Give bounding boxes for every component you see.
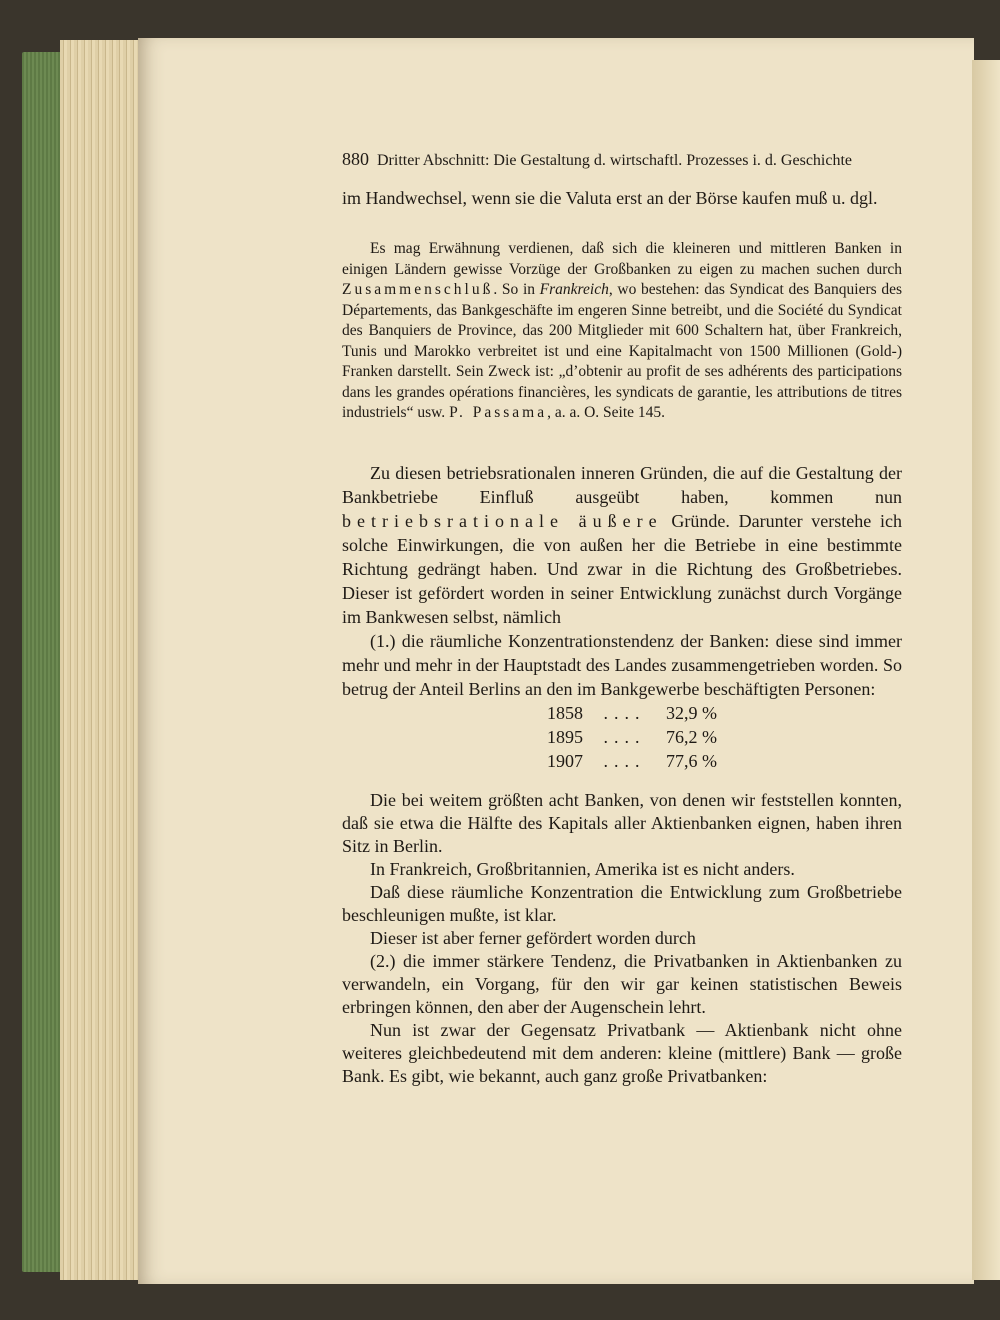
table-row <box>547 701 717 725</box>
stat-dots: .... <box>603 727 646 747</box>
paragraph-largest-banks: Die bei weitem größten acht Banken, von denen wir feststellen konnten, daß sie etwa die Hälfte des Kapitals aller Aktienbanken eignen, haben ihren Sitz in Berlin. <box>342 790 902 856</box>
note-emphasis-spaced: Zusammenschluß <box>342 281 494 298</box>
stat-year: 1895 <box>547 727 583 747</box>
paragraph-further: Dieser ist aber ferner gefördert worden durch <box>370 928 696 948</box>
note-text-b: . So in <box>493 281 540 298</box>
paragraph-consequence: Daß diese räumliche Konzentration die Entwicklung zum Großbetriebe beschleunigen mußte, ist klar. <box>342 882 902 925</box>
note-emphasis-italic: Frankreich <box>539 281 609 298</box>
book-spine-cloth <box>22 52 62 1272</box>
small-print-note <box>342 239 902 424</box>
berlin-share-table <box>547 701 717 773</box>
paragraph-other-countries: In Frankreich, Großbritannien, Amerika ist es nicht anders. <box>370 859 795 879</box>
note-paragraph <box>342 239 902 424</box>
stat-value: 77,6 % <box>666 751 717 771</box>
opening-text <box>342 186 902 210</box>
stat-year: 1858 <box>547 703 583 723</box>
running-title: Dritter Abschnitt: Die Gestaltung d. wirtschaftl. Prozesses i. d. Geschichte <box>377 152 853 169</box>
note-text-a: Es mag Erwähnung verdienen, daß sich die kleineren und mittleren Banken in einigen Ländern gewisse Vorzüge der Großbanken zu eigen zu machen suchen durch <box>342 240 902 278</box>
note-text-c: , wo bestehen: das Syndicat des Banquiers des Départements, das Bankgeschäfte im engeren Sinne betreibt, und die Société du Syndicat des Banquiers de Province, das 200 Mitglieder mit 600 Schaltern hat, über Frankreich, Tunis und Marokko verbreitet ist und eine Kapitalmacht von 1500 Millionen (Gold-) Franken darstellt. Sein Zweck ist: „d’obtenir au profit de ses adhérents des participations dans les grandes opérations financières, les syndicats de garantie, les attributions de titres industriels“ usw. <box>342 281 902 421</box>
note-text-d: , a. a. O. Seite 145. <box>547 404 666 421</box>
paragraph-continuation: im Handwechsel, wenn sie die Valuta erst an der Börse kaufen muß u. dgl. <box>342 188 878 208</box>
lower-text <box>342 789 902 1088</box>
stat-year: 1907 <box>547 751 583 771</box>
paragraph-joint-stock: (2.) die immer stärkere Tendenz, die Privatbanken in Aktienbanken zu verwandeln, ein Vorgang, für den wir gar keinen statistischen Beweis erbringen können, den aber der Augenschein lehrt. <box>342 951 902 1017</box>
paragraph-contrast: Nun ist zwar der Gegensatz Privatbank — Aktienbank nicht ohne weiteres gleichbedeutend mit dem anderen: kleine (mittlere) Bank — große Bank. Es gibt, wie bekannt, auch ganz große Privatbanken: <box>342 1020 902 1086</box>
stat-value: 76,2 % <box>666 727 717 747</box>
running-header <box>342 149 902 170</box>
facing-page-edge <box>972 60 1000 1280</box>
table-row <box>547 749 717 773</box>
para2-text-a: Zu diesen betriebsrationalen inneren Gründen, die auf die Gestaltung der Bankbetriebe Einfluß ausgeübt haben, kommen nun <box>342 463 902 507</box>
stat-dots: .... <box>603 751 646 771</box>
note-author: P. Passama <box>449 404 548 421</box>
para2-text-b: Gründe. Darunter verstehe ich solche Einwirkungen, die von außen her die Betriebe in eine bestimmte Richtung gedrängt haben. Und zwar in die Richtung des Großbetriebes. Dieser ist gefördert worden in seiner Entwicklung zunächst durch Vorgänge im Bankwesen selbst, nämlich <box>342 511 902 627</box>
paragraph-concentration: (1.) die räumliche Konzentrationstendenz der Banken: diese sind immer mehr und mehr in der Hauptstadt des Landes zusammengetrieben worden. So betrug der Anteil Berlins an den im Bankgewerbe beschäftigten Personen: <box>342 631 902 699</box>
page-number: 880 <box>342 149 369 169</box>
stat-value: 32,9 % <box>666 703 717 723</box>
stat-dots: .... <box>603 703 646 723</box>
para2-emphasis-spaced: betriebsrationale äußere <box>342 511 663 531</box>
paragraph-external-reasons <box>342 461 902 629</box>
table-row <box>547 725 717 749</box>
page-stack-edges <box>60 40 140 1280</box>
main-text <box>342 461 902 773</box>
